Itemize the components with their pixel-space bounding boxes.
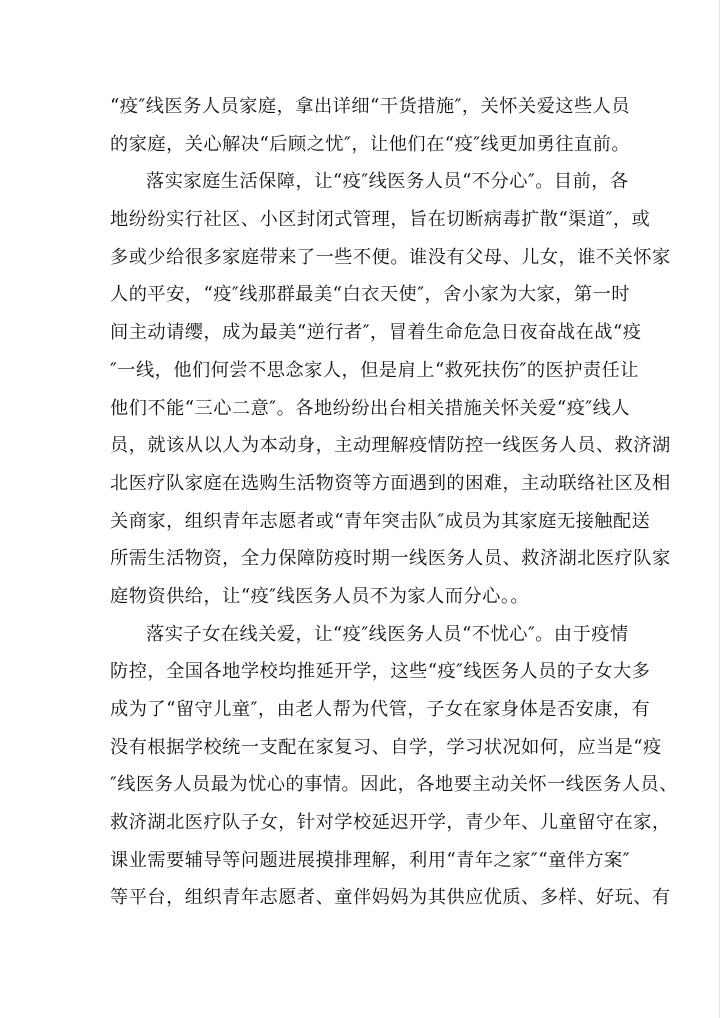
text-line: 人的平安，“疫″线那群最美“白衣天使″，舍小家为大家，第一时 <box>110 284 631 306</box>
text-line: 关商家，组织青年志愿者或“青年突击队″成员为其家庭无接触配送 <box>110 510 651 532</box>
text-line: 间主动请缨，成为最美“逆行者″，冒着生命危急日夜奋战在战“疫 <box>110 322 642 344</box>
text-line: 防控，全国各地学校均推延开学，这些“疫″线医务人员的子女大多 <box>110 661 651 683</box>
paragraph-start-line: 落实家庭生活保障，让“疫″线医务人员“不分心″。目前，各 <box>146 171 629 193</box>
text-line: 救济湖北医疗队子女，针对学校延迟开学，青少年、儿童留守在家， <box>110 812 671 834</box>
text-line: 所需生活物资，全力保障防疫时期一线医务人员、救济湖北医疗队家 <box>110 548 671 570</box>
text-line: 等平台，组织青年志愿者、童伴妈妈为其供应优质、多样、好玩、有 <box>110 887 671 909</box>
paragraph-start-line: 落实子女在线关爱，让“疫″线医务人员“不忧心″。由于疫情 <box>146 623 629 645</box>
text-line: ″线医务人员最为忧心的事情。因此，各地要主动关怀一线医务人员、 <box>110 774 678 796</box>
text-line: ″一线，他们何尝不思念家人，但是肩上“救死扶伤″的医护责任让 <box>110 359 639 381</box>
text-line: 庭物资供给，让“疫″线医务人员不为家人而分心。。 <box>110 585 530 607</box>
document-body <box>110 88 678 917</box>
text-line: 员，就该从以人为本动身，主动理解疫情防控一线医务人员、救济湖 <box>110 435 671 457</box>
text-line: “疫″线医务人员家庭，拿出详细“干货措施″，关怀关爱这些人员 <box>110 96 631 117</box>
text-line: 多或少给很多家庭带来了一些不便。谁没有父母、儿女，谁不关怀家 <box>110 246 671 268</box>
text-line: 地纷纷实行社区、小区封闭式管理，旨在切断病毒扩散“渠道″，或 <box>110 209 651 231</box>
text-line: 没有根据学校统一支配在家复习、自学，学习状况如何，应当是“疫 <box>110 736 662 758</box>
text-line: 成为了“留守儿童″，由老人帮为代管，子女在家身体是否安康，有 <box>110 699 651 720</box>
text-line: 他们不能“三心二意″。各地纷纷出台相关措施关怀关爱“疫″线人 <box>110 397 631 419</box>
text-line: 北医疗队家庭在选购生活物资等方面遇到的困难，主动联络社区及相 <box>110 472 671 494</box>
text-line: 的家庭，关心解决“后顾之忧″，让他们在“疫″线更加勇往直前。 <box>110 133 631 155</box>
text-line: 课业需要辅导等问题进展摸排理解，利用“青年之家″“童伴方案″ <box>110 849 631 871</box>
